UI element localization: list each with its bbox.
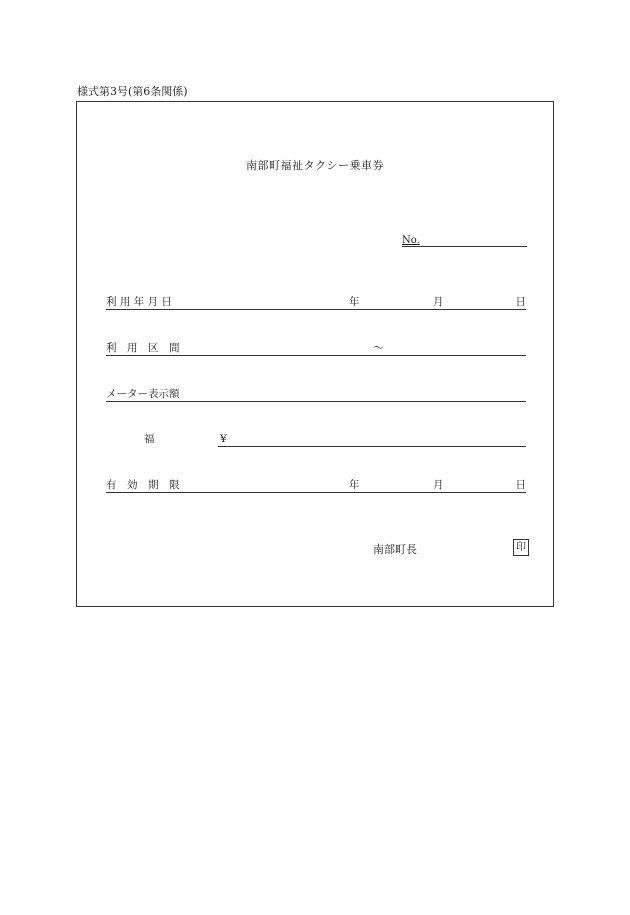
route-separator: 〜 [373, 342, 384, 354]
meter-amount-label: メーター表示額 [106, 388, 180, 400]
validity-year-unit: 年 [349, 479, 360, 491]
form-number-caption: 様式第3号(第6条関係) [77, 85, 188, 98]
welfare-amount-row[interactable] [106, 432, 526, 446]
validity-label: 有 効 期 限 [106, 479, 180, 491]
usage-date-row[interactable] [106, 295, 526, 310]
issuer-name: 南部町長 [373, 543, 417, 556]
welfare-amount-label: 福 [144, 433, 155, 445]
validity-day-unit: 日 [515, 479, 526, 491]
seal-stamp-box: 印 [513, 539, 529, 556]
validity-month-unit: 月 [433, 479, 444, 491]
usage-day-unit: 日 [515, 296, 526, 308]
usage-year-unit: 年 [349, 296, 360, 308]
usage-date-label: 利 用 年 月 日 [106, 296, 172, 308]
route-label: 利 用 区 間 [106, 342, 180, 354]
route-row[interactable] [106, 341, 526, 356]
ticket-number-field[interactable] [402, 246, 527, 247]
yen-symbol: ¥ [220, 433, 227, 445]
ticket-title: 南部町福祉タクシー乗車券 [246, 159, 384, 172]
meter-amount-row[interactable] [106, 387, 526, 402]
validity-row[interactable] [106, 478, 526, 493]
usage-month-unit: 月 [433, 296, 444, 308]
ticket-number-label: No. [402, 235, 420, 246]
ticket-frame [76, 101, 554, 607]
welfare-amount-line [218, 446, 526, 447]
